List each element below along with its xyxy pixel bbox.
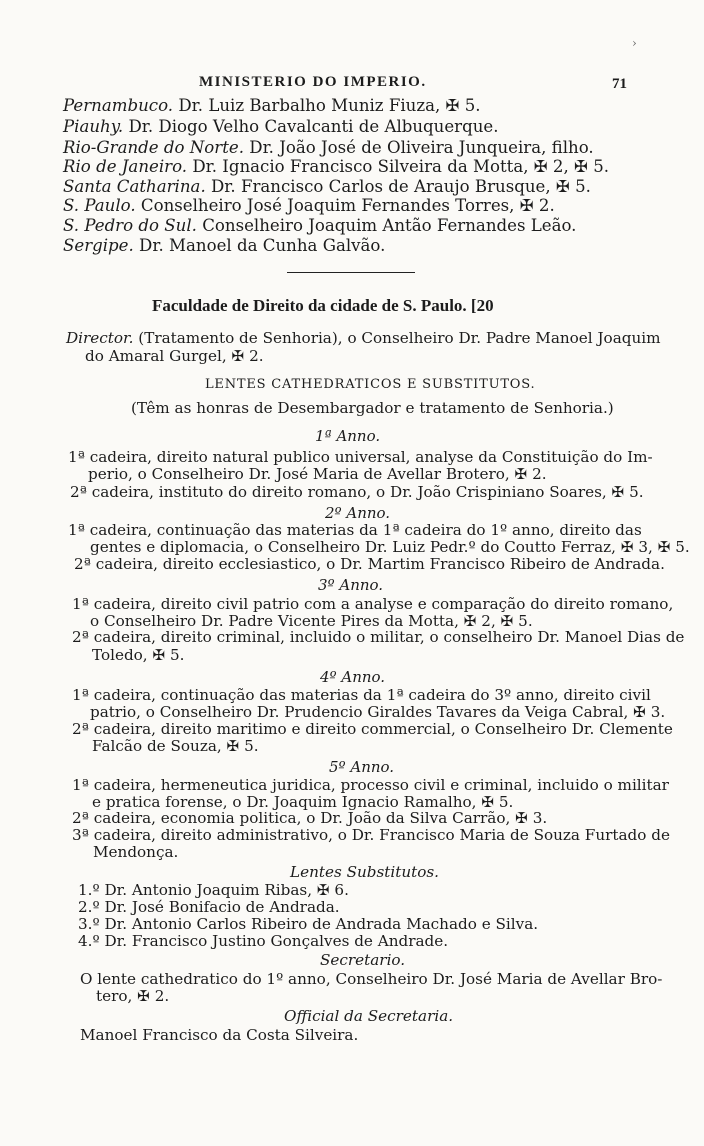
province-president: Conselheiro José Joaquim Fernandes Torres, ✠ 2. xyxy=(135,196,555,215)
chair-line: Toledo, ✠ 5. xyxy=(92,646,185,664)
year-heading: 2º Anno. xyxy=(325,504,391,522)
province-line xyxy=(63,198,555,215)
section-divider xyxy=(287,272,415,273)
substitute-line: 3.º Dr. Antonio Carlos Ribeiro de Andrada Machado e Silva. xyxy=(78,915,539,933)
year-heading: 4º Anno. xyxy=(320,668,386,686)
chair-line: 2ª cadeira, direito criminal, incluido o militar, o conselheiro Dr. Manoel Dias de xyxy=(72,628,685,646)
chair-line: 1ª cadeira, direito natural publico universal, analyse da Constituição do Im- xyxy=(68,448,653,466)
province-name: Sergipe. xyxy=(63,236,134,255)
chair-line: 2ª cadeira, direito maritimo e direito commercial, o Conselheiro Dr. Clemente xyxy=(72,720,673,738)
chair-line: 2ª cadeira, economia politica, o Dr. João da Silva Carrão, ✠ 3. xyxy=(72,809,548,827)
substitutos-heading: Lentes Substitutos. xyxy=(290,863,439,881)
province-president: Dr. João José de Oliveira Junqueira, filho. xyxy=(243,138,594,157)
province-name: Rio de Janeiro. xyxy=(63,157,188,176)
chair-line: 1ª cadeira, continuação das materias da 1ª cadeira do 3º anno, direito civil xyxy=(72,686,651,704)
chair-line: 2ª cadeira, direito ecclesiastico, o Dr. Martim Francisco Ribeiro de Andrada. xyxy=(74,555,665,573)
province-president: Dr. Ignacio Francisco Silveira da Motta, ✠ 2, ✠ 5. xyxy=(187,157,610,176)
lentes-heading: LENTES CATHEDRATICOS E SUBSTITUTOS. xyxy=(205,377,536,392)
chair-line: Mendonça. xyxy=(93,843,179,861)
secretario-line: tero, ✠ 2. xyxy=(96,987,170,1005)
chair-line: 1ª cadeira, hermeneutica juridica, processo civil e criminal, incluido o militar xyxy=(72,776,669,794)
province-president: Dr. Francisco Carlos de Araujo Brusque, ✠ 5. xyxy=(205,177,591,196)
page-number: 71 xyxy=(612,76,627,92)
province-president: Conselheiro Joaquim Antão Fernandes Leão. xyxy=(196,216,577,235)
secretario-heading: Secretario. xyxy=(320,951,406,969)
province-line xyxy=(63,140,594,157)
year-heading: 5º Anno. xyxy=(329,758,395,776)
province-name: S. Pedro do Sul. xyxy=(63,216,197,235)
chair-line: gentes e diplomacia, o Conselheiro Dr. Luiz Pedr.º do Coutto Ferraz, ✠ 3, ✠ 5. xyxy=(90,538,690,556)
chair-line: perio, o Conselheiro Dr. José Maria de Avellar Brotero, ✠ 2. xyxy=(88,465,547,483)
province-president: Dr. Manoel da Cunha Galvão. xyxy=(133,236,386,255)
province-line xyxy=(63,119,499,136)
official-heading: Official da Secretaria. xyxy=(284,1007,454,1025)
substitute-line: 1.º Dr. Antonio Joaquim Ribas, ✠ 6. xyxy=(78,881,349,899)
official-line: Manoel Francisco da Costa Silveira. xyxy=(80,1026,359,1044)
director-label: Director. xyxy=(66,329,134,347)
honras-note: (Têm as honras de Desembargador e tratamento de Senhoria.) xyxy=(131,399,614,417)
running-header: MINISTERIO DO IMPERIO. xyxy=(199,74,427,90)
director-line: do Amaral Gurgel, ✠ 2. xyxy=(85,347,264,365)
province-line xyxy=(63,218,576,235)
substitute-line: 2.º Dr. José Bonifacio de Andrada. xyxy=(78,898,340,916)
secretario-line: O lente cathedratico do 1º anno, Conselheiro Dr. José Maria de Avellar Bro- xyxy=(80,970,663,988)
substitute-line: 4.º Dr. Francisco Justino Gonçalves de Andrade. xyxy=(78,932,449,950)
chair-line: o Conselheiro Dr. Padre Vicente Pires da Motta, ✠ 2, ✠ 5. xyxy=(90,612,533,630)
province-line xyxy=(63,98,481,115)
chair-line: e pratica forense, o Dr. Joaquim Ignacio Ramalho, ✠ 5. xyxy=(92,793,514,811)
top-speck-mark: › xyxy=(632,36,637,50)
year-heading: 1ª Anno. xyxy=(315,427,381,445)
chair-line: patrio, o Conselheiro Dr. Prudencio Giraldes Tavares da Veiga Cabral, ✠ 3. xyxy=(90,703,666,721)
section-title: Faculdade de Direito da cidade de S. Paulo. [20 xyxy=(152,296,494,315)
director-line xyxy=(66,331,661,346)
province-line xyxy=(63,159,609,176)
province-name: Rio-Grande do Norte. xyxy=(63,138,244,157)
director-text: (Tratamento de Senhoria), o Conselheiro Dr. Padre Manoel Joaquim xyxy=(133,329,661,347)
chair-line: 1ª cadeira, direito civil patrio com a analyse e comparação do direito romano, xyxy=(72,595,674,613)
province-president: Dr. Diogo Velho Cavalcanti de Albuquerque. xyxy=(123,117,499,136)
chair-line: 3ª cadeira, direito administrativo, o Dr. Francisco Maria de Souza Furtado de xyxy=(72,826,670,844)
chair-line: 2ª cadeira, instituto do direito romano, o Dr. João Crispiniano Soares, ✠ 5. xyxy=(70,483,644,501)
province-line xyxy=(63,238,385,255)
province-name: Pernambuco. xyxy=(63,96,174,115)
province-name: Piauhy. xyxy=(63,117,124,136)
year-heading: 3º Anno. xyxy=(318,576,384,594)
province-name: Santa Catharina. xyxy=(63,177,206,196)
chair-line: Falcão de Souza, ✠ 5. xyxy=(92,737,259,755)
chair-line: 1ª cadeira, continuação das materias da 1ª cadeira do 1º anno, direito das xyxy=(68,521,642,539)
province-line xyxy=(63,179,591,196)
province-president: Dr. Luiz Barbalho Muniz Fiuza, ✠ 5. xyxy=(173,96,481,115)
province-name: S. Paulo. xyxy=(63,196,136,215)
